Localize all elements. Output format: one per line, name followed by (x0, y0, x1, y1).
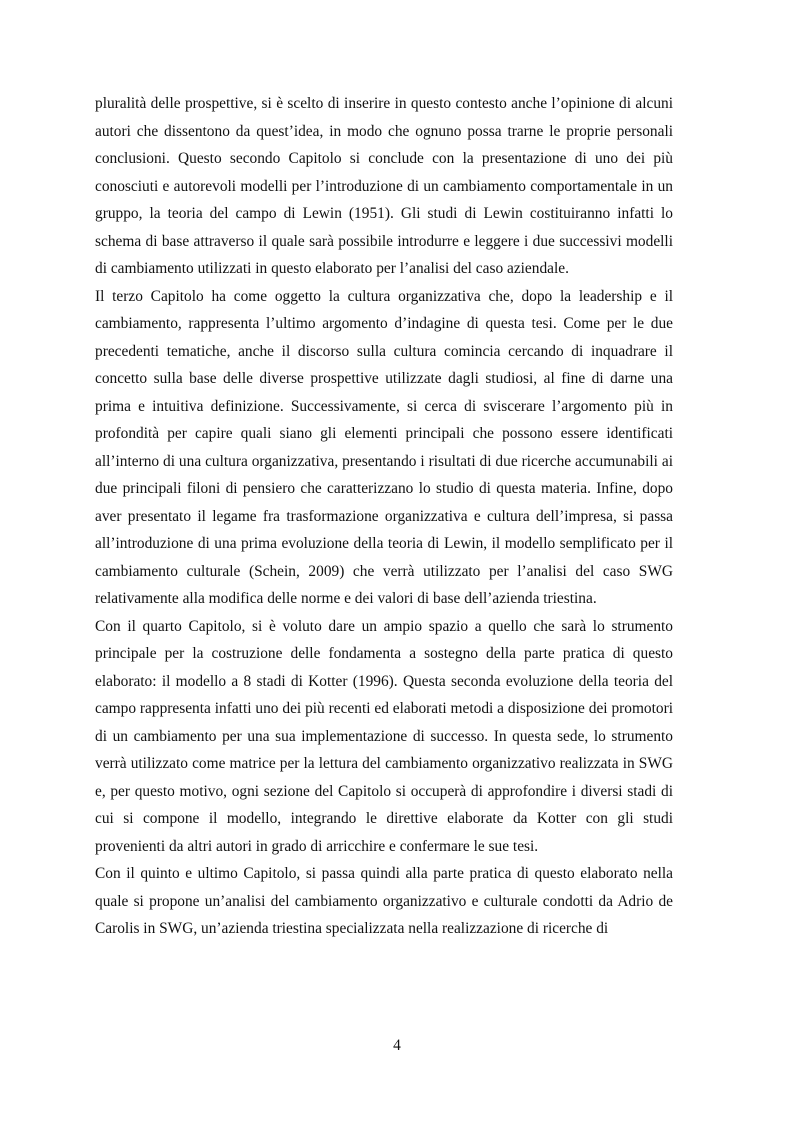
paragraph-chapter-3: Il terzo Capitolo ha come oggetto la cultura organizzativa che, dopo la leadership e il cambiamento, rappresenta l’ultimo argomento d’indagine di questa tesi. Come per le due precedenti tematiche, anche il discorso sulla cultura comincia cercando di inquadrare il concetto sulla base delle diverse prospettive utilizzate dagli studiosi, al fine di darne una prima e intuitiva definizione. Successivamente, si cerca di sviscerare l’argomento più in profondità per capire quali siano gli elementi principali che possono essere identificati all’interno di una cultura organizzativa, presentando i risultati di due ricerche accumunabili ai due principali filoni di pensiero che caratterizzano lo studio di questa materia. Infine, dopo aver presentato il legame fra trasformazione organizzativa e cultura dell’impresa, si passa all’introduzione di una prima evoluzione della teoria di Lewin, il modello semplificato per il cambiamento culturale (Schein, 2009) che verrà utilizzato per l’analisi del caso SWG relativamente alla modifica delle norme e dei valori di base dell’azienda triestina. (95, 287, 673, 607)
page-number: 4 (393, 1037, 401, 1054)
body-text (95, 90, 673, 943)
paragraph-chapter-5: Con il quinto e ultimo Capitolo, si passa quindi alla parte pratica di questo elaborato nella quale si propone un’analisi del cambiamento organizzativo e culturale condotti da Adrio de Carolis in SWG, un’azienda triestina specializzata nella realizzazione di ricerche di (95, 865, 673, 937)
paragraph-chapter-2-conclusion: pluralità delle prospettive, si è scelto di inserire in questo contesto anche l’opinione di alcuni autori che dissentono da quest’idea, in modo che ognuno possa trarne le proprie personali conclusioni. Questo secondo Capitolo si conclude con la presentazione di uno dei più conosciuti e autorevoli modelli per l’introduzione di un cambiamento comportamentale in un gruppo, la teoria del campo di Lewin (1951). Gli studi di Lewin costituiranno infatti lo schema di base attraverso il quale sarà possibile introdurre e leggere i due successivi modelli di cambiamento utilizzati in questo elaborato per l’analisi del caso aziendale. (95, 95, 673, 277)
paragraph-chapter-4: Con il quarto Capitolo, si è voluto dare un ampio spazio a quello che sarà lo strumento principale per la costruzione delle fondamenta a sostegno della parte pratica di questo elaborato: il modello a 8 stadi di Kotter (1996). Questa seconda evoluzione della teoria del campo rappresenta infatti uno dei più recenti ed elaborati metodi a disposizione dei promotori di un cambiamento per una sua implementazione di successo. In questa sede, lo strumento verrà utilizzato come matrice per la lettura del cambiamento organizzativo realizzata in SWG e, per questo motivo, ogni sezione del Capitolo si occuperà di approfondire i diversi stadi di cui si compone il modello, integrando le direttive elaborate da Kotter con gli studi provenienti da altri autori in grado di arricchire e confermare le sue tesi. (95, 617, 673, 855)
